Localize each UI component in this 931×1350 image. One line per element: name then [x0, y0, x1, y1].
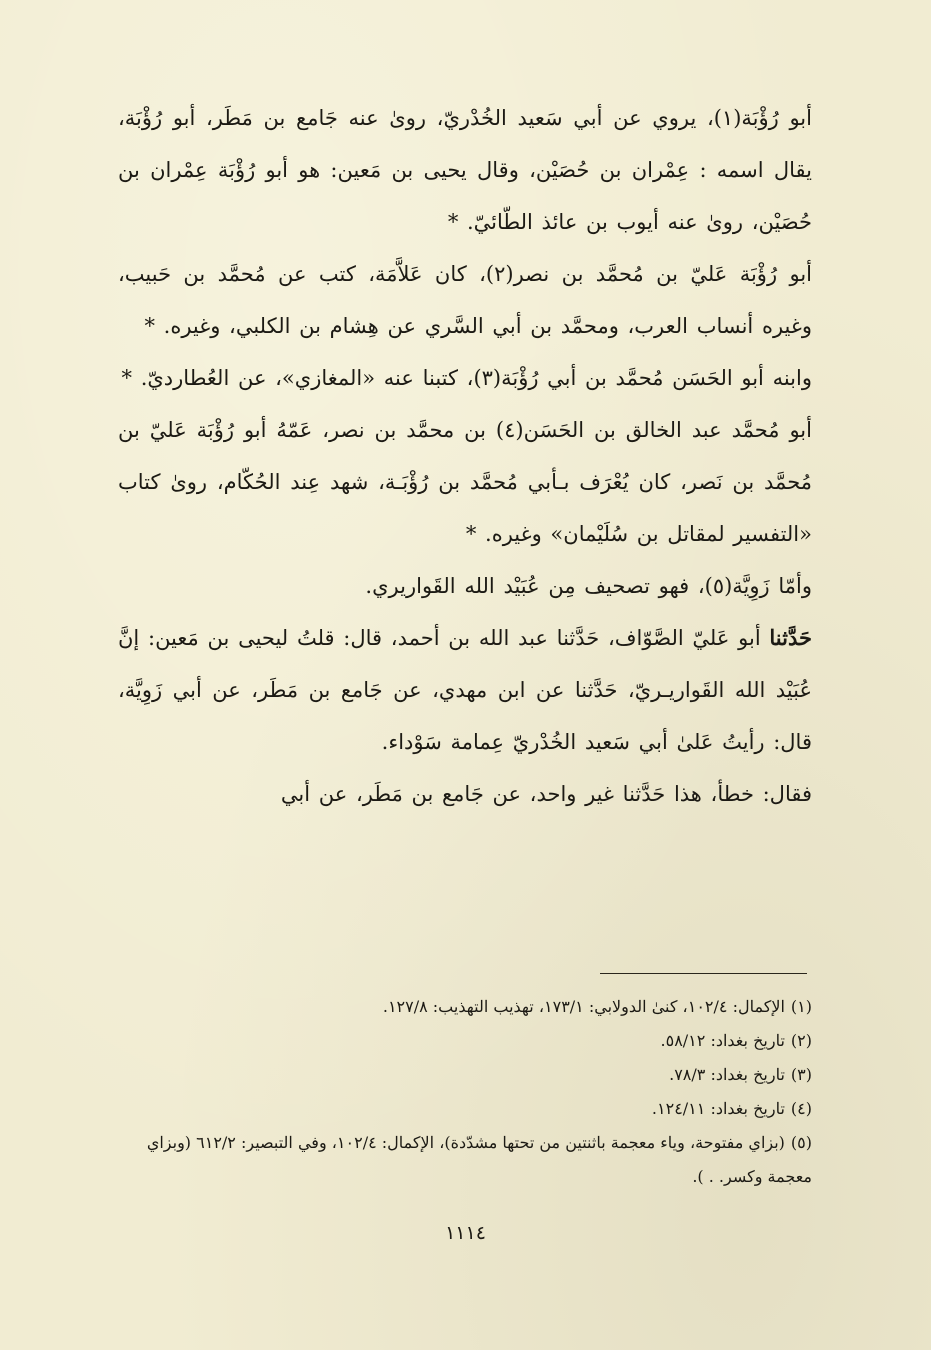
footnote-text: تاريخ بغداد: ٥٨/١٢. [660, 1031, 785, 1050]
footnote-text: الإكمال: ١٠٢/٤، كنىٰ الدولابي: ١٧٣/١، تهذيب التهذيب: ١٢٧/٨. [382, 997, 785, 1016]
main-text [118, 92, 812, 820]
narration-lead: حَدَّثنا [769, 625, 812, 650]
footnote-number: (٢) [790, 1031, 812, 1050]
narration-rest: أبو عَليّ الصَّوّاف، حَدَّثنا عبد الله بن أحمد، قال: قلتُ ليحيى بن مَعين: إنَّ عُبَيْد الله القَواريـريّ، حَدَّثنا عن ابن مهدي، عن جَامع بن مَطَر، عن أبي زَوِيَّة، قال: رأيتُ عَلىٰ أبي سَعيد الخُدْريّ عِمامة سَوْداء. [118, 626, 812, 754]
entry-zawiyya: وأمّا زَوِيَّة(٥)، فهو تصحيف مِن عُبَيْد الله القَواريري. [365, 574, 812, 598]
footnote-divider [600, 973, 807, 974]
entry-abu-ruuba: أبو رُؤْبَة(١)، يروي عن أبي سَعيد الخُدْريّ، روىٰ عنه جَامع بن مَطَر، أبو رُؤْبَة، يقال اسمه : عِمْران بن حُصَيْن، وقال يحيى بن مَعين: هو أبو رُؤْبَة عِمْران بن حُصَيْن، روىٰ عنه أيوب بن عائذ الطّائيّ. * [118, 106, 812, 234]
footnote-number: (٤) [790, 1099, 812, 1118]
footnote-text: (بزاي مفتوحة، وياء معجمة باثنتين من تحتها مشدّدة)، الإكمال: ١٠٢/٤، وفي التبصير: ٦١٢/٢ (وبزاي معجمة وكسر. . ). [146, 1133, 812, 1186]
footnote-number: (١) [790, 997, 812, 1016]
footnote-text: تاريخ بغداد: ٧٨/٣. [669, 1065, 785, 1084]
entry-abul-hasan: وابنه أبو الحَسَن مُحمَّد بن أبي رُؤْبَة(٣)، كتبنا عنه «المغازي»، عن العُطارديّ. * [121, 366, 812, 390]
hadith-narration [118, 612, 812, 768]
footnote-number: (٥) [790, 1133, 812, 1152]
page-number: ١١١٤ [445, 1222, 486, 1244]
narration-continuation: فقال: خطأ، هذا حَدَّثنا غير واحد، عن جَامع بن مَطَر، عن أبي [280, 782, 812, 806]
footnote-number: (٣) [790, 1065, 812, 1084]
footnote-2 [112, 1024, 812, 1058]
footnote-text: تاريخ بغداد: ١٢٤/١١. [651, 1099, 785, 1118]
footnote-1 [112, 990, 812, 1024]
footnote-5 [112, 1126, 812, 1194]
footnote-3 [112, 1058, 812, 1092]
footnotes [112, 990, 812, 1194]
entry-ali-bin-muhammad: أبو رُؤْبَة عَليّ بن مُحمَّد بن نصر(٢)، كان عَلاَّمَة، كتب عن مُحمَّد بن حَبيب، وغيره أنساب العرب، ومحمَّد بن أبي السَّري عن هِشام بن الكلبي، وغيره. * [118, 262, 812, 338]
footnote-4 [112, 1092, 812, 1126]
entry-abdul-khaliq: أبو مُحمَّد عبد الخالق بن الحَسَن(٤) بن محمَّد بن نصر، عَمّهُ أبو رُؤْبَة عَليّ بن مُحمَّد بن نَصر، كان يُعْرَف بـأبي مُحمَّد بن رُؤْبَـة، شهد عِند الحُكّام، روىٰ كتاب «التفسير لمقاتل بن سُلَيْمان» وغيره. * [118, 418, 812, 546]
